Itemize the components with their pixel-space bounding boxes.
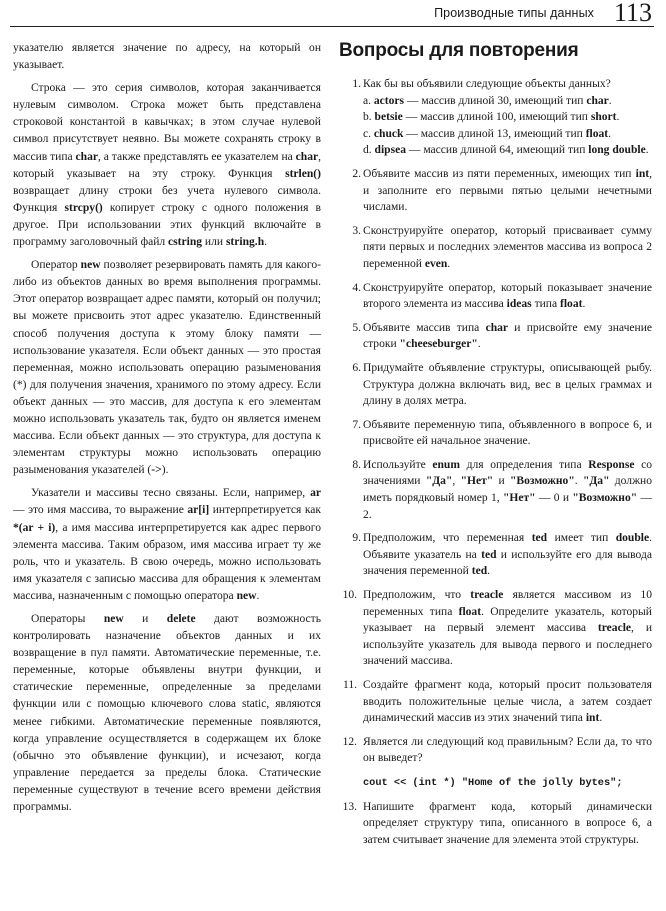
- question-10: 10. Предположим, что treacle является массивом из 10 переменных типа float. Определите указатель, который указывает на первый элемент массива treacle, и используйте указатель для вывода первого и последнего значений массива.: [342, 589, 652, 668]
- question-4: 4. Сконструируйте оператор, который показывает значение второго элемента из массива ideas типа float.: [352, 281, 652, 311]
- paragraph-1: указателю является значение по адресу, на который он указывает.: [13, 42, 321, 72]
- page-number: 113: [613, 0, 652, 27]
- code-snippet: cout << (int *) "Home of the jolly bytes";: [363, 776, 623, 789]
- header-rule: [10, 26, 654, 27]
- question-7: 7. Объявите переменную типа, объявленного в вопросе 6, и присвойте ей начальное значение.: [352, 418, 652, 448]
- section-title: Вопросы для повторения: [339, 40, 579, 61]
- question-6: 6. Придумайте объявление структуры, описывающей рыбу. Структура должна включать вид, вес в целых граммах и длину в долях метра.: [352, 361, 652, 408]
- question-5: 5. Объявите массив типа char и присвойте ему значение строки "cheeseburger".: [352, 321, 653, 351]
- question-1a: a. actors — массив длиной 30, имеющий тип char.: [363, 94, 612, 107]
- paragraph-new-delete: Операторы new и delete дают возможность контролировать назначение объектов данных и их возвращение в пул памяти. Автоматические переменные, т.е. переменные, которые объявлены внутри функции, и статические переменные, определенные за пределами функции или с помощью ключевого слова static, являются менее гибкими. Автоматические переменные появляются, когда управление осуществляется в содержащем их блоке (обычно это объявление функции), и исчезают, когда управление передается за пределы блока. Статические переменные существуют в течение всего времени действия программы.: [13, 613, 321, 814]
- question-11: 11. Создайте фрагмент кода, который просит пользователя вводить положительные целые числа, а затем создает динамический массив из этих значений типа int.: [342, 679, 652, 725]
- paragraph-strings: Строка — это серия символов, которая заканчивается нулевым символом. Строка может быть представлена строковой константой в кавычках; в этом случае нулевой символ присутствует неявно. Вы можете сохранять строку в массив типа char, а также представлять ее указателем на char, который указывает на эту строку. Функция strlen() возвращает длину строки без учета нулевого символа. Функция strcpy() копирует строку с одного положения в другое. При использовании этих функций включайте в программу заголовочный файл cstring или string.h.: [13, 82, 321, 249]
- paragraph-pointers-arrays: Указатели и массивы тесно связаны. Если, например, ar — это имя массива, то выражение ar[i] интерпретируется как *(ar + i), а имя массива интерпретируется как адрес первого элемента массива. Таким образом, имя массива играет ту же роль, что и указатель. В свою очередь, можно использовать имя указателя с записью массива для обращения к элементам массива, назначенным с помощью оператора new.: [13, 487, 322, 602]
- question-8: 8. Используйте enum для определения типа Response со значениями "Да", "Нет" и "Возможно". "Да" должно иметь порядковый номер 1, "Нет" — 0 и "Возможно" — 2.: [352, 458, 653, 521]
- question-list: [339, 76, 652, 848]
- question-12: 12. Является ли следующий код правильным? Если да, то что он выведет? cout << (int *) "Home of the jolly bytes";: [339, 734, 652, 792]
- question-13: 13. Напишите фрагмент кода, который динамически определяет структуру типа, описанного в вопросе 6, а затем считывает значение для элемента этой структуры.: [342, 800, 652, 846]
- question-1c: c. chuck — массив длиной 13, имеющий тип float.: [363, 127, 612, 140]
- paragraph-new-operator: Оператор new позволяет резервировать память для какого-либо из объектов данных во время выполнения программы. Этот оператор возвращает адрес памяти, который он получил; вы можете присвоить этот адрес указателю. Единственный способ получения доступа к этому блоку памяти — использование указателя. Если объект данных — это простая переменная, можно использовать операцию разыменования (*) для получения значения, хранимого по этому адресу. Если объект данных — это массив, для доступа к его элементам можно использовать указатель так, будто он является именем массива. Если объект данных — это структура, для доступа к элементам структуры можно использовать операцию разыменования указателей (->).: [13, 259, 321, 477]
- question-1b: b. betsie — массив длиной 100, имеющий тип short.: [363, 111, 620, 124]
- question-9: 9. Предположим, что переменная ted имеет тип double. Объявите указатель на ted и используйте его для вывода значения переменной ted.: [352, 532, 652, 578]
- running-title: Производные типы данных: [434, 6, 594, 20]
- question-2: 2. Объявите массив из пяти переменных, имеющих тип int, и заполните его первыми пятью целыми нечетными числами.: [352, 167, 652, 214]
- question-1: 1. Как бы вы объявили следующие объекты данных? a. actors — массив длиной 30, имеющий тип char. b. betsie — массив длиной 100, имеющий тип short. c. chuck — массив длиной 13, имеющий тип float. d. dipsea — массив длиной 64, имеющий тип long double.: [339, 76, 652, 159]
- right-column: [339, 40, 652, 855]
- left-column: [13, 40, 321, 822]
- question-3: 3. Сконструируйте оператор, который присваивает сумму пяти первых и последних элементов массива из вопроса 2 переменной even.: [352, 224, 652, 270]
- page-header: [0, 0, 666, 26]
- question-1d: d. dipsea — массив длиной 64, имеющий тип long double.: [363, 144, 649, 157]
